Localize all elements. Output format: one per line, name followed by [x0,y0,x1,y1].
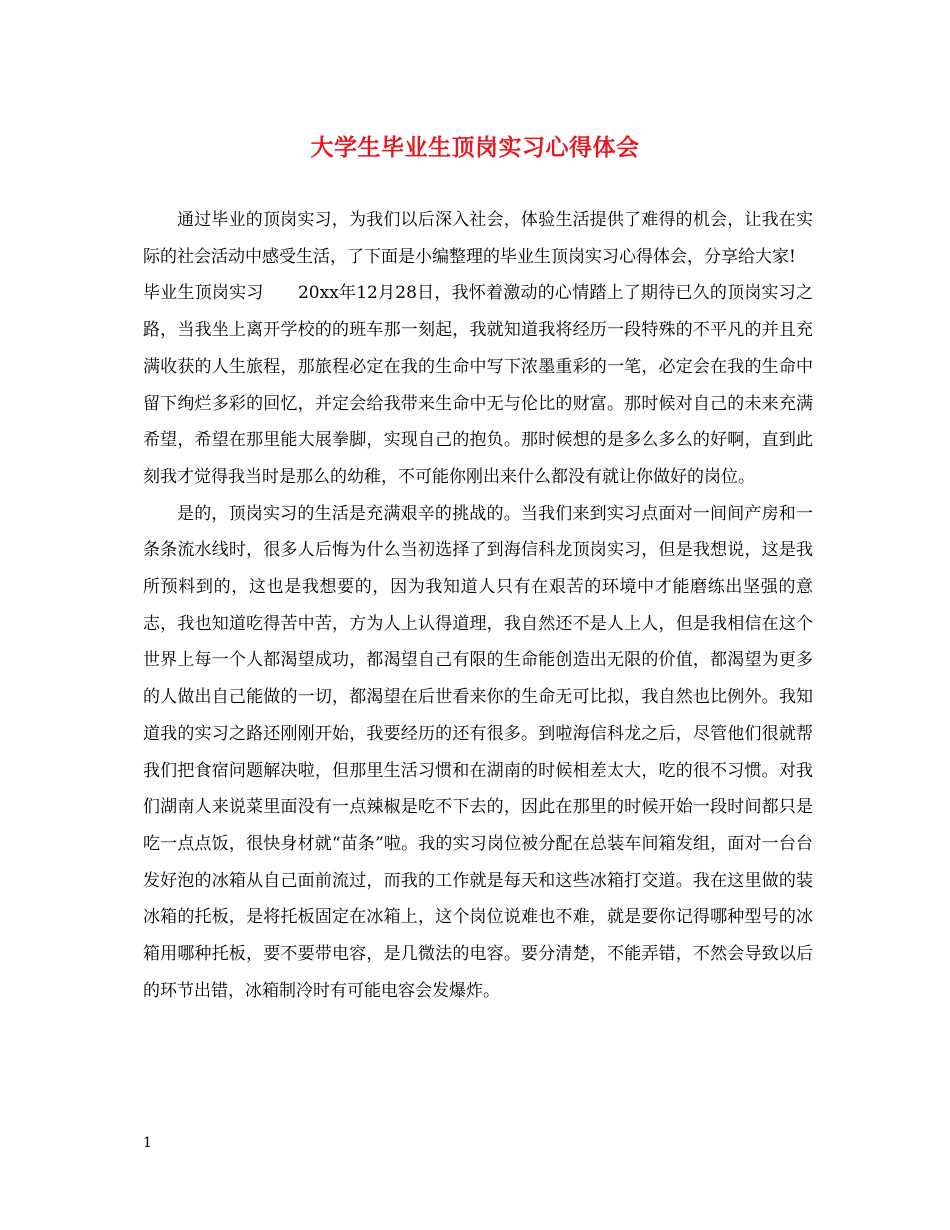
document-body [143,202,813,1009]
paragraph-intro: 通过毕业的顶岗实习，为我们以后深入社会，体验生活提供了难得的机会，让我在实际的社会活动中感受生活，了下面是小编整理的毕业生顶岗实习心得体会，分享给大家! [143,210,813,267]
paragraph-start: 毕业生顶岗实习 20xx年12月28日，我怀着激动的心情踏上了期待已久的顶岗实习之路，当我坐上离开学校的的班车那一刻起，我就知道我将经历一段特殊的不平凡的并且充满收获的人生旅程，那旅程必定在我的生命中写下浓墨重彩的一笔，必定会在我的生命中留下绚烂多彩的回忆，并定会给我带来生命中无与伦比的财富。那时候对自己的未来充满希望，希望在那里能大展拳脚，实现自己的抱负。那时候想的是多么多么的好啊，直到此刻我才觉得我当时是那么的幼稚，不可能你刚出来什么都没有就让你做好的岗位。 [143,283,813,487]
page-title: 大学生毕业生顶岗实习心得体会 [310,135,640,161]
page-number: 1 [143,1135,152,1151]
paragraph-challenge: 是的，顶岗实习的生活是充满艰辛的挑战的。当我们来到实习点面对一间间产房和一条条流水线时，很多人后悔为什么当初选择了到海信科龙顶岗实习，但是我想说，这是我所预料到的，这也是我想要的，因为我知道人只有在艰苦的环境中才能磨练出坚强的意志，我也知道吃得苦中苦，方为人上认得道理，我自然还不是人上人，但是我相信在这个世界上每一个人都渴望成功，都渴望自己有限的生命能创造出无限的价值，都渴望为更多的人做出自己能做的一切，都渴望在后世看来你的生命无可比拟，我自然也比例外。我知道我的实习之路还刚刚开始，我要经历的还有很多。到啦海信科龙之后，尽管他们很就帮我们把食宿问题解决啦，但那里生活习惯和在湖南的时候相差太大，吃的很不习惯。对我们湖南人来说菜里面没有一点辣椒是吃不下去的，因此在那里的时候开始一段时间都只是吃一点点饭，很快身材就“苗条”啦。我的实习岗位被分配在总装车间箱发组，面对一台台发好泡的冰箱从自己面前流过，而我的工作就是每天和这些冰箱打交道。我在这里做的装冰箱的托板，是将托板固定在冰箱上，这个岗位说难也不难，就是要你记得哪种型号的冰箱用哪种托板，要不要带电容，是几微法的电容。要分清楚，不能弄错，不然会导致以后的环节出错，冰箱制冷时有可能电容会发爆炸。 [143,503,813,1001]
